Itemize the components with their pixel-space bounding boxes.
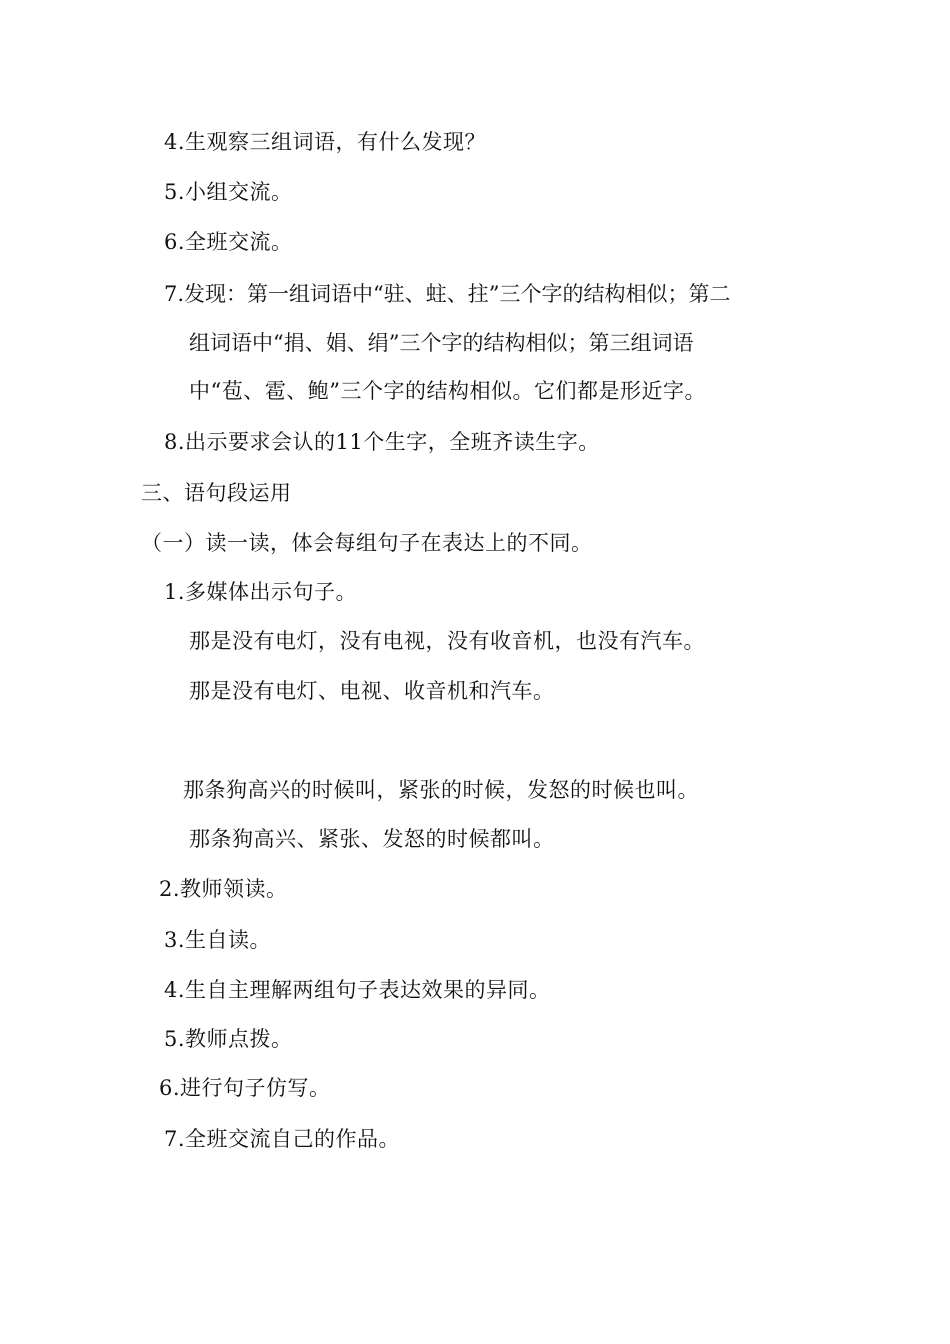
step-6-class-exchange: 6.全班交流。 xyxy=(164,230,293,254)
step-7-discovery-line-1: 7.发现：第一组词语中“驻、蛀、拄”三个字的结构相似；第二 xyxy=(164,282,731,306)
step-4-compare-expression: 4.生自主理解两组句子表达效果的异同。 xyxy=(164,978,551,1002)
step-1-show-sentences: 1.多媒体出示句子。 xyxy=(164,580,358,604)
subsection-heading-1: （一）读一读，体会每组句子在表达上的不同。 xyxy=(141,531,593,555)
step-6-sentence-imitation: 6.进行句子仿写。 xyxy=(159,1076,331,1100)
step-7-discovery-line-3: 中“苞、雹、鲍”三个字的结构相似。它们都是形近字。 xyxy=(189,379,706,403)
step-7-discovery-line-2: 组词语中“捐、娟、绢”三个字的结构相似；第三组词语 xyxy=(189,331,694,355)
example-sentence-2b: 那条狗高兴、紧张、发怒的时候都叫。 xyxy=(189,827,555,851)
step-5-group-exchange: 5.小组交流。 xyxy=(164,180,293,204)
step-3-self-reading: 3.生自读。 xyxy=(164,928,272,952)
section-heading-3: 三、语句段运用 xyxy=(141,481,292,505)
example-sentence-1a: 那是没有电灯，没有电视，没有收音机，也没有汽车。 xyxy=(189,629,705,653)
step-5-teacher-guidance: 5.教师点拨。 xyxy=(164,1027,293,1051)
step-2-teacher-lead-reading: 2.教师领读。 xyxy=(159,877,288,901)
step-8-new-characters: 8.出示要求会认的11个生字，全班齐读生字。 xyxy=(164,430,600,454)
step-7-share-work: 7.全班交流自己的作品。 xyxy=(164,1127,401,1151)
example-sentence-1b: 那是没有电灯、电视、收音机和汽车。 xyxy=(189,679,555,703)
step-4-observe-words: 4.生观察三组词语，有什么发现？ xyxy=(164,130,487,154)
example-sentence-2a: 那条狗高兴的时候叫，紧张的时候，发怒的时候也叫。 xyxy=(183,778,699,802)
